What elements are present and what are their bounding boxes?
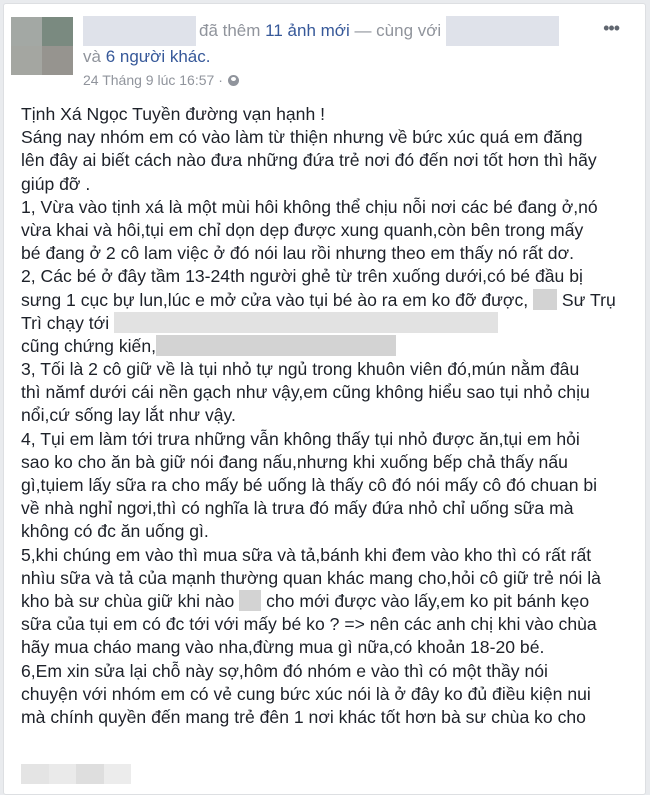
post-text: cũng chứng kiến, (21, 335, 157, 356)
meta-separator: · (218, 72, 223, 88)
post-body (21, 103, 641, 729)
post-line: mà chính quyền đến mang trẻ đên 1 nơi khác tốt hơn bà sư chùa ko cho (21, 706, 586, 727)
more-icon: ••• (603, 18, 619, 38)
post-line: không có đc ăn uống gì. (21, 521, 209, 542)
post-line: gì,tụiem lấy sữa ra cho mấy bé uống là thấy cô đó nói mấy cô đó chuan bi (21, 475, 598, 495)
avatar-pixel (11, 17, 42, 46)
post-line: sữa của tụi em có đc tới với mấy bé ko ? => nên các anh chị khi vào chùa (21, 614, 597, 635)
action-text: đã thêm (199, 21, 261, 40)
avatar-pixel (42, 46, 73, 75)
redacted-text (114, 312, 498, 333)
post-line: hãy mua cháo mang vào nha,đừng mua gì nữa,có khoản 18-20 bé. (21, 637, 545, 658)
avatar-pixel (42, 17, 73, 46)
post-line: về nhà nghỉ ngơi,thì có nghĩa là trưa đó mấy đứa nhỏ chỉ uống sữa mà (21, 498, 574, 519)
post-card (3, 3, 646, 795)
post-line (21, 312, 641, 335)
post-line: Sáng nay nhóm em có vào làm từ thiện nhưng về bức xúc quá em đăng (21, 127, 583, 148)
post-text: cho mới được vào lấy,em ko pit bánh kẹo (266, 590, 590, 611)
author-name-blurred[interactable] (83, 16, 196, 46)
post-line: giúp đỡ . (21, 173, 91, 194)
post-text: sưng 1 cục bự lun,lúc e mở cửa vào tụi bé ào ra em ko đỡ được, (21, 289, 529, 310)
post-line: vừa khai và hôi,tụi em chỉ dọn dẹp được xung quanh,còn bên trong mấy (21, 219, 584, 240)
redacted-text (239, 590, 261, 611)
post-line: nổi,cứ sống lay lắt như vậy. (21, 405, 236, 426)
photos-link[interactable]: 11 ảnh mới (265, 21, 350, 40)
post-text: kho bà sư chùa giữ khi nào (21, 590, 235, 611)
and-text: và (83, 47, 101, 66)
post-meta (83, 72, 239, 88)
author-avatar[interactable] (11, 17, 73, 75)
others-link[interactable]: 6 người khác. (105, 47, 211, 66)
avatar-pixel (11, 46, 42, 75)
with-text: — cùng với (354, 21, 442, 40)
more-options-button[interactable] (603, 18, 619, 38)
tagged-others (83, 47, 210, 67)
post-line (21, 590, 641, 613)
post-line: 3, Tối là 2 cô giữ về là tụi nhỏ tự ngủ trong khuôn viên đó,mún nằm đâu (21, 359, 580, 380)
globe-icon[interactable] (228, 75, 239, 86)
redacted-text (533, 289, 557, 310)
post-header (83, 16, 559, 46)
post-line: thì nămf dưới cái nền gạch như vậy,em cũng không hiểu sao tụi nhỏ chịu (21, 382, 590, 403)
post-line: 5,khi chúng em vào thì mua sữa và tả,bánh khi đem vào kho thì có rất rất (21, 544, 592, 565)
post-line (21, 335, 641, 358)
post-line: Tịnh Xá Ngọc Tuyền đường vạn hạnh ! (21, 104, 326, 124)
post-timestamp[interactable]: 24 Tháng 9 lúc 16:57 (83, 72, 215, 88)
post-line: 4, Tụi em làm tới trưa những vẫn không thấy tụi nhỏ được ăn,tụi em hỏi (21, 428, 580, 449)
post-text: Sư Trụ (561, 289, 616, 310)
tagged-name-blurred[interactable] (446, 16, 559, 46)
post-line: nhìu sữa và tả của mạnh thường quan khác mang cho,hỏi cô giữ trẻ nói là (21, 567, 601, 588)
post-line: 6,Em xin sửa lại chỗ này sợ,hôm đó nhóm e vào thì có một thầy nói (21, 660, 548, 681)
redacted-text (21, 764, 131, 784)
post-line: chuyện với nhóm em có vẻ cung bức xúc nói là ở đây ko đủ điều kiện nui (21, 683, 591, 704)
post-line: bé đang ở 2 cô lam việc ở đó nói lau rồi nhưng theo em thấy nó rất dơ. (21, 243, 575, 264)
post-line: 2, Các bé ở đây tầm 13-24th người ghẻ từ trên xuống dưới,có bé đầu bị (21, 266, 583, 287)
post-line: 1, Vừa vào tịnh xá là một mùi hôi không thể chịu nỗi nơi các bé đang ở,nó (21, 196, 598, 217)
post-text: Trì chạy tới (21, 312, 110, 333)
post-line: lên đây ai biết cách nào đưa những đứa trẻ nơi đó đến nơi tốt hơn thì hãy (21, 150, 597, 171)
post-line (21, 289, 641, 312)
post-line: sao ko cho ăn bà giữ nói đang nấu,nhưng khi xuống bếp chả thấy nấu (21, 451, 568, 472)
redacted-text (156, 335, 396, 356)
